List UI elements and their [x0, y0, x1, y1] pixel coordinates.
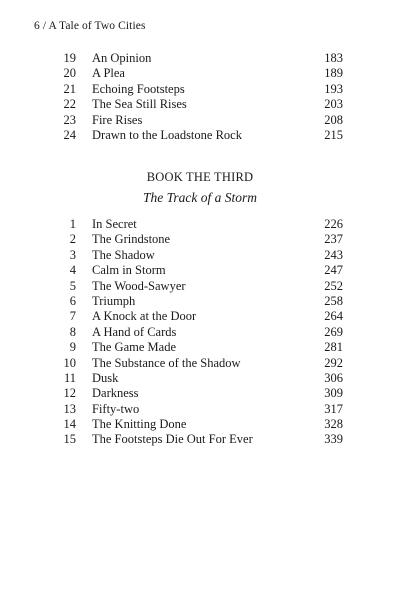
page-number: 203	[324, 97, 343, 112]
toc-section-book-two-end	[58, 51, 343, 143]
page-number: 243	[324, 247, 343, 262]
toc-entry	[58, 386, 343, 401]
chapter-title: The Knitting Done	[92, 417, 187, 432]
chapter-number: 6	[69, 293, 76, 308]
toc-entry	[58, 294, 343, 309]
chapter-number: 11	[63, 370, 76, 385]
page-number: 309	[324, 386, 343, 401]
toc-entry	[58, 432, 343, 447]
chapter-title: The Sea Still Rises	[92, 97, 187, 112]
chapter-number: 1	[69, 217, 76, 231]
toc-entry	[58, 66, 343, 81]
chapter-number: 7	[69, 309, 76, 324]
page-number: 292	[324, 355, 343, 370]
page-number: 183	[324, 51, 343, 65]
book-heading: BOOK THE THIRD	[146, 170, 254, 184]
toc-entry	[58, 417, 343, 432]
chapter-title: The Wood-Sawyer	[92, 278, 186, 293]
toc-entry	[58, 340, 343, 355]
page-number: 328	[324, 417, 343, 432]
chapter-number: 21	[63, 81, 76, 96]
chapter-number: 20	[63, 66, 76, 81]
chapter-number: 12	[63, 386, 76, 401]
chapter-number: 13	[63, 401, 76, 416]
page-number: 237	[324, 232, 343, 247]
chapter-title: The Footsteps Die Out For Ever	[92, 432, 253, 447]
chapter-number: 14	[63, 417, 76, 432]
chapter-number: 10	[63, 355, 76, 370]
chapter-title: Drawn to the Loadstone Rock	[92, 127, 242, 142]
chapter-title: Fire Rises	[92, 112, 143, 127]
chapter-number: 23	[63, 112, 76, 127]
page-number: 306	[324, 370, 343, 385]
toc-entry	[58, 217, 343, 232]
toc-entry	[58, 232, 343, 247]
chapter-title: A Knock at the Door	[92, 309, 197, 324]
chapter-title: The Game Made	[92, 340, 176, 355]
toc-entry	[58, 128, 343, 143]
toc-entry	[58, 402, 343, 417]
page-number: 264	[324, 309, 343, 324]
toc-entry	[58, 279, 343, 294]
chapter-number: 5	[69, 278, 76, 293]
page-number: 189	[324, 66, 343, 81]
chapter-number: 19	[63, 51, 76, 65]
chapter-title: An Opinion	[92, 51, 152, 65]
chapter-title: Fifty-two	[92, 401, 140, 416]
chapter-number: 24	[63, 127, 76, 142]
chapter-title: A Plea	[92, 66, 125, 81]
chapter-title: In Secret	[92, 217, 137, 231]
chapter-title: The Shadow	[92, 247, 155, 262]
page-number: 281	[324, 340, 343, 355]
toc-entry	[58, 113, 343, 128]
toc-entry	[58, 356, 343, 371]
page-number: 258	[324, 293, 343, 308]
toc-entry	[58, 82, 343, 97]
chapter-number: 22	[63, 97, 76, 112]
toc-entry	[58, 97, 343, 112]
chapter-number: 15	[63, 432, 76, 447]
chapter-title: Triumph	[92, 293, 136, 308]
chapter-title: Calm in Storm	[92, 263, 166, 278]
toc-section-book-three	[58, 217, 343, 448]
toc-entry	[58, 263, 343, 278]
chapter-number: 8	[69, 324, 76, 339]
chapter-number: 2	[69, 232, 76, 247]
chapter-number: 9	[69, 340, 76, 355]
page-number: 247	[324, 263, 343, 278]
toc-entry	[58, 325, 343, 340]
page-number: 208	[324, 112, 343, 127]
page-number: 252	[324, 278, 343, 293]
chapter-number: 3	[69, 247, 76, 262]
toc-entry	[58, 51, 343, 66]
chapter-title: Echoing Footsteps	[92, 81, 185, 96]
chapter-title: A Hand of Cards	[92, 324, 177, 339]
chapter-title: The Grindstone	[92, 232, 171, 247]
running-head: 6 / A Tale of Two Cities	[34, 20, 146, 32]
toc-entry	[58, 248, 343, 263]
toc-entry	[58, 371, 343, 386]
page-number: 226	[324, 217, 343, 231]
page-number: 339	[324, 432, 343, 447]
page-number: 215	[324, 127, 343, 142]
chapter-title: The Substance of the Shadow	[92, 355, 241, 370]
page-number: 193	[324, 81, 343, 96]
page-number: 269	[324, 324, 343, 339]
book-subtitle: The Track of a Storm	[142, 190, 257, 205]
chapter-number: 4	[69, 263, 76, 278]
chapter-title: Darkness	[92, 386, 139, 401]
chapter-title: Dusk	[92, 370, 119, 385]
page-number: 317	[324, 401, 343, 416]
toc-entry	[58, 309, 343, 324]
